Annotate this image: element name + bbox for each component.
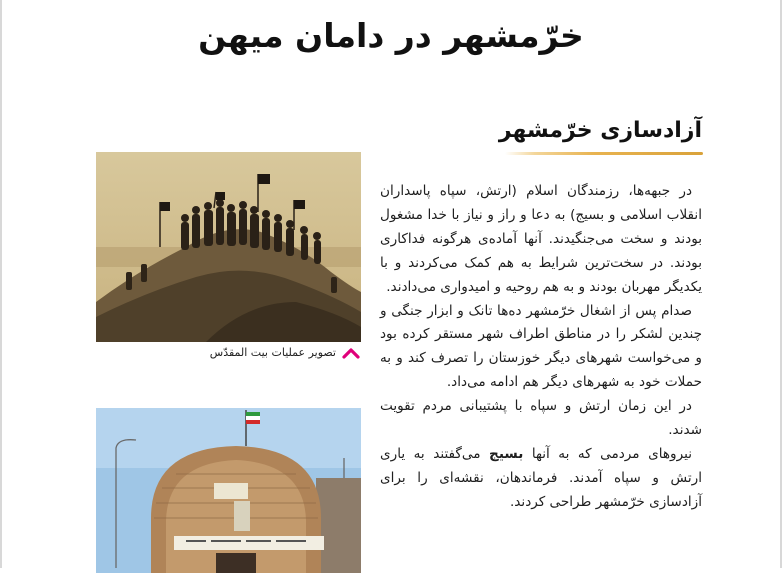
mosque-photo — [96, 408, 361, 573]
chevron-up-icon — [342, 347, 360, 359]
page-border-left — [0, 0, 2, 568]
paragraph-4 — [380, 443, 702, 515]
operation-photo — [96, 152, 361, 342]
heading-underline — [505, 152, 703, 155]
paragraph-3: در این زمان ارتش و سپاه با پشتیبانی مردم تقویت شدند. — [380, 398, 702, 439]
paragraph-4-start: نیروهای مردمی که به آنها — [523, 445, 692, 462]
paragraph-2: صدام پس از اشغال خرّمشهر ده‌ها تانک و ابزار جنگی و چندین لشکر را در مناطق اطراف شهر مستقر کرده بود و می‌خواست شهرهای دیگر خوزستان را تصرف کند و به حملات خود به شهرهای دیگر هم ادامه می‌داد. — [380, 302, 702, 391]
photo-caption — [188, 346, 360, 359]
paragraph-1: در جبهه‌ها، رزمندگان اسلام (ارتش، سپاه پاسداران انقلاب اسلامی و بسیج) به دعا و راز و نیاز با خدا مشغول بودند و سخت می‌جنگیدند. آنها آماده‌ی هرگونه فداکاری بودند. در سخت‌ترین شرایط به هم کمک می‌کردند و با یکدیگر مهربان بودند و به هم روحیه و امیدواری می‌دادند. — [380, 183, 702, 295]
basij-bold-term: بسیج — [489, 445, 524, 462]
paragraph-4-end: می‌گفتند به یاری ارتش و سپاه آمدند. فرماندهان، نقشه‌ای را برای آزادسازی خرّمشهر طراحی کردند. — [380, 445, 702, 510]
body-text — [380, 180, 702, 515]
photo-caption-text: تصویر عملیات بیت المقدّس — [209, 346, 336, 359]
page-title: خرّمشهر در دامان میهن — [198, 16, 584, 55]
section-heading: آزادسازی خرّمشهر — [498, 118, 702, 143]
